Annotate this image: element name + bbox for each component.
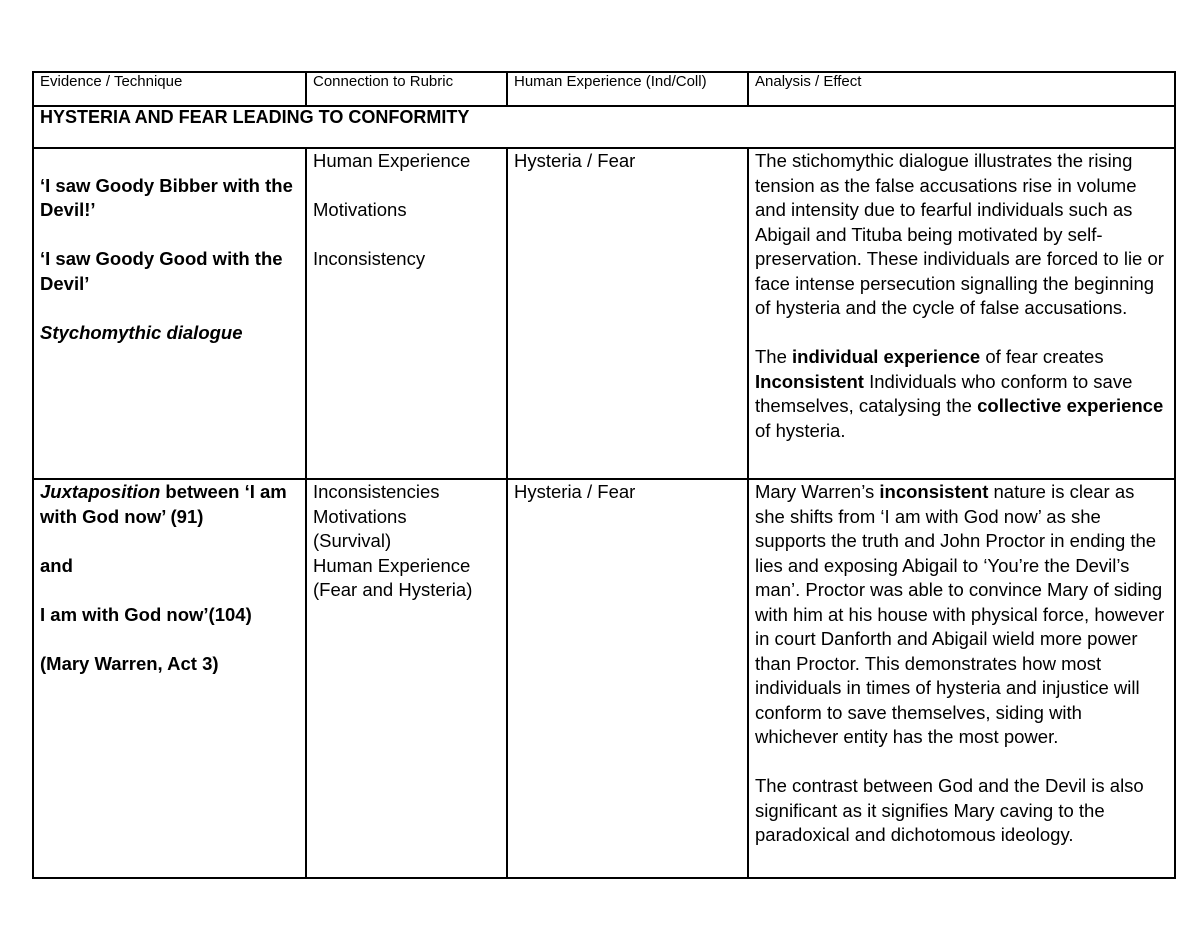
header-analysis: Analysis / Effect: [748, 72, 1175, 106]
evidence-quote: I am with God now’(104): [40, 603, 252, 625]
experience-text: Hysteria / Fear: [514, 150, 636, 171]
evidence-attribution: (Mary Warren, Act 3): [40, 652, 219, 674]
evidence-connector: and: [40, 554, 73, 576]
rubric-item: Human Experience: [313, 150, 471, 171]
header-experience: Human Experience (Ind/Coll): [507, 72, 748, 106]
evidence-quote: Juxtaposition between ‘I am with God now’ (91): [40, 481, 287, 527]
rubric-item: Motivations: [313, 199, 407, 220]
table-row: [33, 479, 1175, 878]
section-row: [33, 106, 1175, 148]
analysis-paragraph: Mary Warren’s inconsistent nature is clear as she shifts from ‘I am with God now’ as she supports the truth and John Proctor in ending the lies and exposing Abigail to ‘You’re the Devil’s man’. Proctor was able to convince Mary of siding with him at his house with physical force, however in court Danforth and Abigail wield more power than Proctor. This demonstrates how most individuals in times of hysteria and injustice will conform to save themselves, siding with whichever entity has the most power.: [755, 481, 1165, 747]
evidence-quote: ‘I saw Goody Bibber with the Devil!’: [40, 174, 293, 220]
analysis-cell: [748, 148, 1175, 479]
analysis-cell: [748, 479, 1175, 878]
rubric-cell: [306, 148, 507, 479]
table-row: [33, 148, 1175, 479]
header-evidence: Evidence / Technique: [33, 72, 306, 106]
evidence-quote: ‘I saw Goody Good with the Devil’: [40, 248, 283, 294]
header-row: [33, 72, 1175, 106]
rubric-item: (Survival): [313, 530, 392, 551]
rubric-item: Inconsistency: [313, 248, 426, 269]
rubric-item: Human Experience: [313, 554, 471, 576]
analysis-paragraph: The stichomythic dialogue illustrates the rising tension as the false accusations rise in volume and intensity due to fearful individuals such as Abigail and Tituba being motivated by self-preservation. These individuals are forced to lie or face intense persecution signalling the beginning of hysteria and the cycle of false accusations.: [755, 150, 1164, 318]
evidence-cell: [33, 148, 306, 479]
section-title: HYSTERIA AND FEAR LEADING TO CONFORMITY: [33, 106, 1175, 148]
header-rubric: Connection to Rubric: [306, 72, 507, 106]
evidence-technique: Stychomythic dialogue: [40, 321, 243, 343]
rubric-item: Inconsistencies: [313, 481, 440, 502]
analysis-table: [32, 71, 1176, 879]
analysis-paragraph: The individual experience of fear creates Inconsistent Individuals who conform to save themselves, catalysing the collective experience of hysteria.: [755, 346, 1164, 441]
analysis-paragraph: The contrast between God and the Devil is also significant as it signifies Mary caving to the paradoxical and dichotomous ideology.: [755, 775, 1144, 845]
rubric-cell: [306, 479, 507, 878]
evidence-cell: [33, 479, 306, 878]
rubric-item: Motivations: [313, 505, 407, 527]
experience-cell: [507, 148, 748, 479]
experience-cell: [507, 479, 748, 878]
rubric-item: (Fear and Hysteria): [313, 579, 473, 600]
experience-text: Hysteria / Fear: [514, 481, 636, 502]
